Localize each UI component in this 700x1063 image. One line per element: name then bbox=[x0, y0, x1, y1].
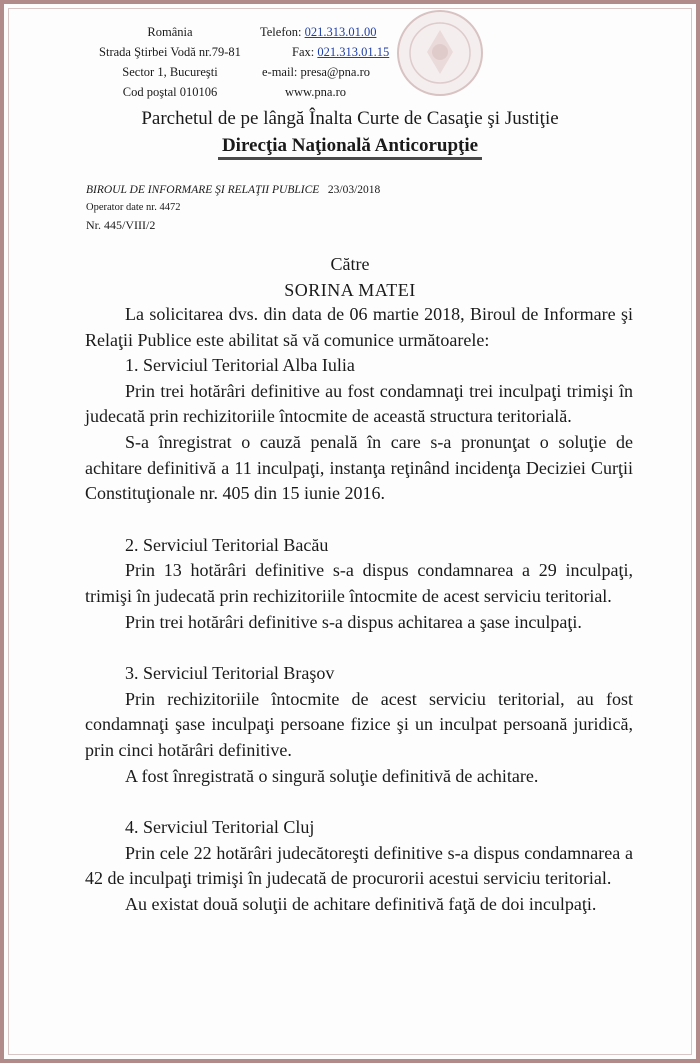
section-paragraph: Prin 13 hotărâri definitive s-a dispus condamnarea a 29 inculpaţi, trimişi în judecată prin rechizitoriile întocmite de acest serviciu teritorial. bbox=[85, 560, 633, 606]
section-paragraph: Prin cele 22 hotărâri judecătoreşti definitive s-a dispus condamnarea a 42 de inculpaţi trimişi în judecată de procurorii acestui serviciu teritorial. bbox=[85, 842, 633, 889]
section-paragraph: Au existat două soluţii de achitare definitivă faţă de doi inculpaţi. bbox=[125, 893, 597, 914]
intro-paragraph: La solicitarea dvs. din data de 06 martie 2018, Biroul de Informare şi Relaţii Publice este abilitat să vă comunice următoarele: bbox=[85, 304, 633, 350]
address-block bbox=[85, 22, 255, 102]
directorate-name bbox=[0, 135, 700, 157]
letter-body bbox=[85, 302, 633, 917]
address-line: Strada Ştirbei Vodă nr.79-81 bbox=[99, 45, 241, 59]
section-heading: 4. Serviciul Teritorial Cluj bbox=[125, 817, 315, 838]
website-link[interactable]: www.pna.ro bbox=[285, 85, 346, 99]
office-line bbox=[86, 184, 380, 196]
recipient-name: SORINA MATEI bbox=[284, 280, 416, 300]
addressee-label: Către bbox=[330, 254, 370, 274]
section-paragraph: Prin rechizitoriile întocmite de acest serviciu teritorial, au fost condamnaţi şase inculpaţi persoane fizice şi un inculpat persoană juridică, prin cinci hotărâri definitive. bbox=[85, 688, 633, 760]
address-line: România bbox=[147, 25, 193, 39]
office-name: BIROUL DE INFORMARE ŞI RELAŢII PUBLICE bbox=[86, 184, 320, 196]
phone-link[interactable]: 021.313.01.00 bbox=[304, 25, 377, 39]
section-heading: 3. Serviciul Teritorial Braşov bbox=[125, 663, 335, 684]
section-heading: 1. Serviciul Teritorial Alba Iulia bbox=[125, 355, 355, 376]
dna-seal-icon bbox=[395, 8, 485, 98]
document-date: 23/03/2018 bbox=[327, 184, 381, 196]
address-line: Sector 1, Bucureşti bbox=[122, 65, 218, 79]
section-paragraph: Prin trei hotărâri definitive au fost condamnaţi trei inculpaţi trimişi în judecată prin rechizitoriile întocmite de această structura teritorială. bbox=[85, 380, 633, 427]
contact-block bbox=[260, 22, 410, 102]
section-paragraph: S-a înregistrat o cauză penală în care s-a pronunţat o soluţie de achitare definitivă a 11 inculpaţi, instanţa reţinând incidenţa Deciziei Curţii Constituţionale nr. 405 din 15 iunie 2016. bbox=[85, 431, 633, 504]
directorate-text: Direcţia Naţională Anticorupţie bbox=[218, 135, 482, 160]
fax-label: Fax: bbox=[292, 45, 315, 59]
operator-number: Operator date nr. 4472 bbox=[86, 202, 181, 213]
phone-label: Telefon: bbox=[260, 25, 302, 39]
email-link[interactable]: presa@pna.ro bbox=[300, 65, 371, 79]
institution-name: Parchetul de pe lângă Înalta Curte de Casaţie şi Justiţie bbox=[141, 108, 559, 129]
registration-number: Nr. 445/VIII/2 bbox=[86, 218, 156, 232]
section-paragraph: Prin trei hotărâri definitive s-a dispus achitarea a şase inculpaţi. bbox=[125, 611, 582, 632]
fax-link[interactable]: 021.313.01.15 bbox=[317, 45, 390, 59]
address-line: Cod poştal 010106 bbox=[122, 85, 218, 99]
section-paragraph: A fost înregistrată o singură soluţie definitivă de achitare. bbox=[125, 765, 539, 786]
email-label: e-mail: bbox=[262, 65, 298, 79]
section-heading: 2. Serviciul Teritorial Bacău bbox=[125, 534, 329, 555]
